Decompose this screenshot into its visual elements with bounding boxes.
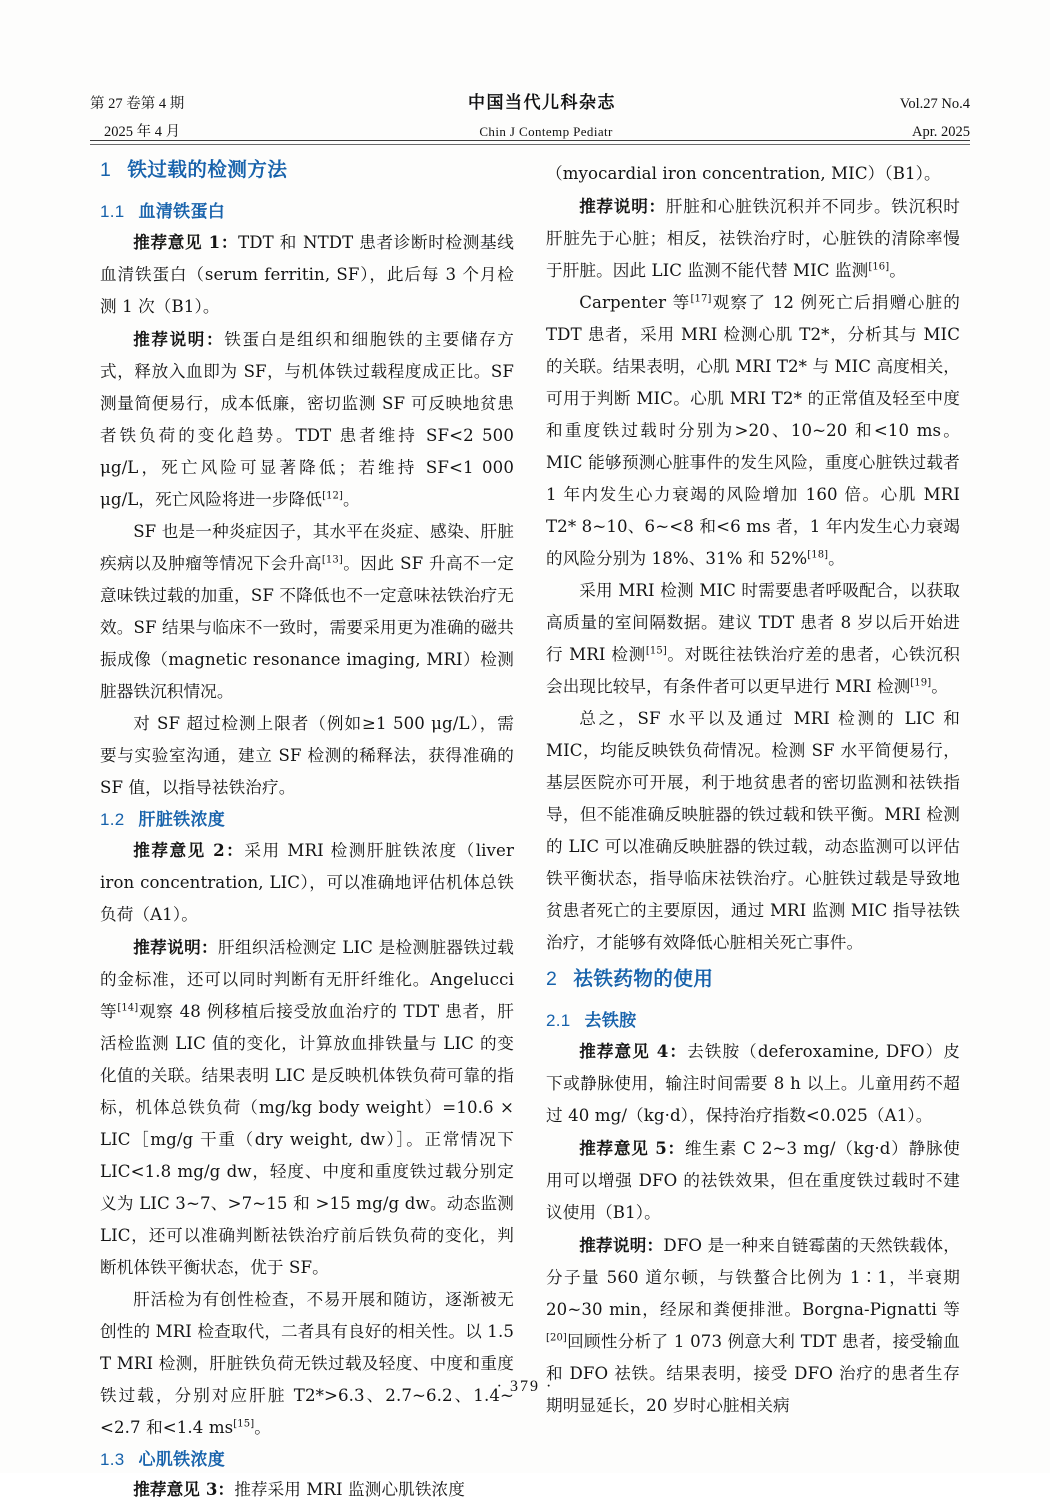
- subsection-number-1-2: 1.2: [100, 810, 125, 830]
- issue-date-en: Apr. 2025: [912, 124, 970, 140]
- explanation-4-text-b: 回顾性分析了 1 073 例意大利 TDT 患者，接受输血和 DFO 祛铁。结果表明，接受 DFO 治疗的患者生存期明显延长，20 岁时心脏相关病: [546, 1332, 960, 1416]
- subsection-heading-1-3: [100, 1448, 514, 1473]
- subsection-heading-1-2: [100, 808, 514, 833]
- recommendation-2-label: 推荐意见 2：: [133, 839, 245, 860]
- explanation-2-label: 推荐说明：: [133, 936, 218, 957]
- explanation-2-text-b: 观察 48 例移植后接受放血治疗的 TDT 患者，肝活检监测 LIC 值的变化，计算放血排铁量与 LIC 的变化值的关联。结果表明 LIC 是反映机体铁负荷可靠的指标，机体总铁负荷（mg/kg body weight）=10.6 × LIC［mg/g 干重（dry weight, dw）］。正常情况下 LIC<1.8 mg/g dw，轻度、中度和重度铁过载分别定义为 LIC 3~7、>7~15 和 >15 mg/g dw。动态监测 LIC，还可以准确判断祛铁治疗前后铁负荷的变化，判断机体铁平衡状态，优于 SF。: [100, 1001, 514, 1277]
- sf-inflammation-text: SF 也是一种炎症因子，其水平在炎症、感染、肝脏疾病以及肿瘤等情况下会升高: [100, 522, 514, 574]
- header-rule-thick: [90, 140, 970, 141]
- section-heading-2: [546, 967, 960, 991]
- citation-15: [15]: [233, 1418, 255, 1430]
- explanation-1-text: 铁蛋白是组织和细胞铁的主要储存方式，释放入血即为 SF，与机体铁过载程度成正比。SF 测量简便易行，成本低廉，密切监测 SF 可反映地贫患者铁负荷的变化趋势。TDT 患者维持 SF<2 500 μg/L，死亡风险可显著降低；若维持 SF<1 000 μg/L，死亡风险将进一步降低: [100, 330, 514, 510]
- paragraph-explanation-2: [100, 931, 514, 1284]
- subsection-number-1-3: 1.3: [100, 1449, 125, 1469]
- citation-19: [19]: [910, 677, 932, 689]
- paragraph-liver-biopsy: [100, 1284, 514, 1444]
- citation-14: [14]: [117, 1002, 139, 1014]
- journal-title-cn: 中国当代儿科杂志: [468, 93, 616, 113]
- carpenter-text-a: Carpenter 等: [579, 293, 691, 312]
- subsection-heading-2-1: [546, 1009, 960, 1034]
- paragraph-recommendation-4: [546, 1035, 960, 1132]
- sf-inflammation-tail: 。因此 SF 升高不一定意味铁过载的加重，SF 不降低也不一定意味祛铁治疗无效。SF 结果与临床不一致时，需要采用更为准确的磁共振成像（magnetic resonance imaging, MRI）检测脏器铁沉积情况。: [100, 554, 514, 702]
- header-rule-thin: [90, 144, 970, 145]
- paragraph-mic-continuation: （myocardial iron concentration, MIC）（B1）。: [546, 164, 941, 183]
- paragraph-explanation-3: [546, 190, 960, 287]
- issue-date-cn: 2025 年 4 月: [104, 124, 181, 140]
- running-header-row-1: [90, 88, 970, 113]
- running-header: [90, 88, 970, 138]
- mri-timing-text-b: 。对既往祛铁治疗差的患者，心铁沉积会出现比较早，有条件者可以更早进行 MRI 检测: [546, 645, 960, 696]
- right-column: [546, 158, 961, 1416]
- paragraph-sf-dilution: 对 SF 超过检测上限者（例如≥1 500 μg/L），需要与实验室沟通，建立 SF 检测的稀释法，获得准确的 SF 值，以指导祛铁治疗。: [100, 714, 514, 798]
- recommendation-1-label: 推荐意见 1：: [133, 232, 239, 253]
- paragraph-recommendation-3: [100, 1473, 514, 1506]
- explanation-3-text: 肝脏和心脏铁沉积并不同步。铁沉积时肝脏先于心脏；相反，祛铁治疗时，心脏铁的清除率慢于肝脏。因此 LIC 监测不能代替 MIC 监测: [546, 197, 961, 280]
- subsection-number-1-1: 1.1: [100, 202, 125, 222]
- subsection-title-1-2: 肝脏铁浓度: [138, 810, 226, 831]
- explanation-4-text-a: DFO 是一种来自链霉菌的天然铁载体，分子量 560 道尔顿，与铁螯合比例为 1∶1，半衰期 20~30 min，经尿和粪便排泄。Borgna-Pignatti 等: [546, 1236, 960, 1320]
- paragraph-carpenter-study: [546, 287, 960, 575]
- section-title-2: 祛铁药物的使用: [573, 967, 714, 990]
- citation-17: [17]: [690, 293, 712, 305]
- citation-18: [18]: [807, 549, 829, 561]
- explanation-3-tail: 。: [889, 261, 906, 280]
- explanation-3-label: 推荐说明：: [579, 196, 666, 216]
- citation-15-right: [15]: [645, 645, 667, 657]
- citation-16: [16]: [868, 261, 890, 273]
- paragraph-recommendation-5: [546, 1132, 960, 1229]
- subsection-title-1-1: 血清铁蛋白: [138, 202, 226, 223]
- carpenter-text-b: 观察了 12 例死亡后捐赠心脏的 TDT 患者，采用 MRI 检测心肌 T2*，分析其与 MIC 的关联。结果表明，心肌 MRI T2* 与 MIC 高度相关，可用于判断 MIC。心肌 MRI T2* 的正常值及轻至中度和重度铁过载时分别为>20、10~20 和<10 ms。MIC 能够预测心脏事件的发生风险，重度心脏铁过载者 1 年内发生心力衰竭的风险增加 160 倍。心肌 MRI T2* 8~10、6~<8 和<6 ms 者，1 年内发生心力衰竭的风险分别为 18%、31% 和 52%: [546, 293, 961, 568]
- header-double-rule: [90, 140, 970, 144]
- section-number-2: 2: [546, 968, 558, 990]
- section-number-1: 1: [100, 159, 112, 181]
- mri-timing-tail: 。: [931, 677, 948, 696]
- paragraph-mri-timing: [546, 575, 960, 703]
- section-title-1: 铁过载的检测方法: [127, 158, 288, 181]
- running-header-row-2: [90, 120, 970, 141]
- spacer-before-section-2: [546, 959, 960, 967]
- journal-title-en-wrap: [180, 124, 912, 140]
- page-number: · 379 ·: [496, 1378, 554, 1395]
- paragraph-summary: 总之，SF 水平以及通过 MRI 检测的 LIC 和 MIC，均能反映铁负荷情况。检测 SF 水平简便易行，基层医院亦可开展，利于地贫患者的密切监测和祛铁指导，但不能准确反映脏器的铁过载和铁平衡。MRI 检测的 LIC 可以准确反映脏器的铁过载，动态监测可以评估铁平衡状态，指导临床祛铁治疗。心脏铁过载是导致地贫患者死亡的主要原因，通过 MRI 监测 MIC 指导祛铁治疗，才能够有效降低心脏相关死亡事件。: [546, 709, 960, 952]
- paragraph-recommendation-1: [100, 226, 514, 323]
- recommendation-3-label: 推荐意见 3：: [133, 1479, 235, 1500]
- recommendation-3-text: 推荐采用 MRI 监测心肌铁浓度: [234, 1480, 465, 1500]
- subsection-number-2-1: 2.1: [546, 1011, 571, 1031]
- journal-title-cn-wrap: [184, 88, 900, 113]
- recommendation-4-label: 推荐意见 4：: [579, 1041, 688, 1062]
- subsection-heading-1-1: [100, 200, 514, 225]
- section-heading-1: [100, 158, 514, 182]
- left-column: [100, 158, 514, 1500]
- paragraph-explanation-1: [100, 323, 514, 516]
- volume-issue-en: Vol.27 No.4: [899, 96, 970, 112]
- subsection-title-2-1: 去铁胺: [584, 1011, 637, 1032]
- citation-12: [12]: [322, 490, 343, 502]
- recommendation-5-text: 维生素 C 2~3 mg/（kg·d）静脉使用可以增强 DFO 的祛铁效果，但在重度铁过载时不建议使用（B1）。: [546, 1139, 960, 1223]
- explanation-1-tail: 。: [343, 490, 360, 510]
- recommendation-1-text: TDT 和 NTDT 患者诊断时检测基线血清铁蛋白（serum ferritin, SF），此后每 3 个月检测 1 次（B1）。: [100, 233, 514, 317]
- volume-issue-cn: 第 27 卷第 4 期: [90, 96, 185, 112]
- recommendation-5-label: 推荐意见 5：: [579, 1138, 685, 1159]
- explanation-4-label: 推荐说明：: [579, 1235, 664, 1256]
- explanation-1-label: 推荐说明：: [133, 329, 225, 350]
- subsection-title-1-3: 心肌铁浓度: [138, 1449, 226, 1470]
- carpenter-tail: 。: [828, 549, 845, 568]
- journal-title-en: Chin J Contemp Pediatr: [479, 124, 613, 139]
- explanation-2-text-a: 肝组织活检测定 LIC 是检测脏器铁过载的金标准，还可以同时判断有无肝纤维化。Angelucci 等: [100, 937, 514, 1021]
- citation-20: [20]: [546, 1332, 567, 1344]
- recommendation-4-text: 去铁胺（deferoxamine, DFO）皮下或静脉使用，输注时间需要 8 h 以上。儿童用药不超过 40 mg/（kg·d），保持治疗指数<0.025（A1）。: [546, 1042, 960, 1126]
- mri-timing-text-a: 采用 MRI 检测 MIC 时需要患者呼吸配合，以获取高质量的室间隔数据。建议 TDT 患者 8 岁以后开始进行 MRI 检测: [546, 581, 960, 664]
- paragraph-recommendation-2: [100, 834, 514, 931]
- liver-biopsy-text: 肝活检为有创性检查，不易开展和随访，逐渐被无创性的 MRI 检查取代，二者具有良好的相关性。以 1.5 T MRI 检测，肝脏铁负荷无铁过载及轻度、中度和重度铁过载，分别对应肝脏 T2*>6.3、2.7~6.2、1.4~<2.7 和<1.4 ms: [100, 1289, 514, 1437]
- paragraph-sf-inflammation: [100, 516, 514, 708]
- liver-biopsy-tail: 。: [254, 1417, 271, 1437]
- recommendation-2-text: 采用 MRI 检测肝脏铁浓度（liver iron concentration, LIC），可以准确地评估机体总铁负荷（A1）。: [100, 840, 514, 924]
- citation-13: [13]: [321, 554, 343, 566]
